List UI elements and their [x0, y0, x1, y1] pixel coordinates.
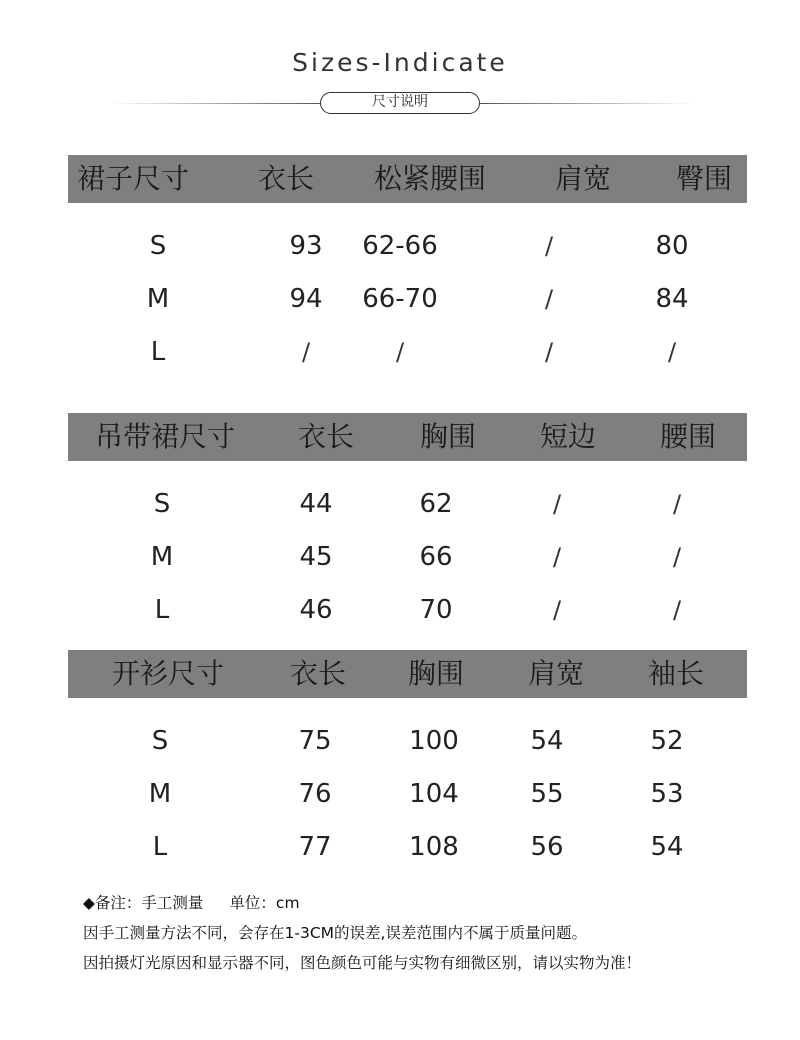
table-cell: 94: [289, 284, 323, 314]
size-label: L: [152, 832, 168, 862]
table-row: [68, 478, 747, 531]
table-row: [68, 715, 747, 768]
table-cell: /: [552, 543, 562, 571]
table-cell: 52: [650, 726, 684, 756]
table-cell: 104: [409, 779, 459, 809]
size-label: S: [149, 231, 167, 261]
column-header: 衣长: [257, 162, 315, 195]
note-error-line: 因手工测量方法不同，会存在1-3CM的误差,误差范围内不属于质量问题。: [83, 924, 587, 942]
column-header: 腰围: [659, 420, 717, 453]
note-remark-line: [83, 888, 763, 918]
table-cell: 80: [655, 231, 689, 261]
table-cell: 66-70: [362, 284, 438, 314]
size-label: S: [153, 489, 171, 519]
note-color-line: 因拍摄灯光原因和显示器不同，图色颜色可能与实物有细微区别，请以实物为准！: [83, 954, 642, 972]
table-row: [68, 821, 747, 874]
column-header: 袖长: [647, 657, 705, 690]
table-cell: /: [544, 338, 554, 366]
column-header: 短边: [539, 420, 597, 453]
table-header: [68, 650, 747, 698]
size-label: L: [150, 337, 166, 367]
table-cell: 56: [530, 832, 564, 862]
column-header: 肩宽: [527, 657, 585, 690]
column-header: 开衫尺寸: [111, 657, 225, 690]
notes-section: [83, 888, 763, 978]
table-cell: /: [552, 596, 562, 624]
column-header: 裙子尺寸: [76, 162, 190, 195]
table-cell: /: [544, 285, 554, 313]
table-row: [68, 584, 747, 637]
note-unit-label: 单位：cm: [229, 894, 300, 912]
table-cell: 77: [298, 832, 332, 862]
table-row: [68, 531, 747, 584]
column-header: 衣长: [297, 420, 355, 453]
table-cell: 66: [419, 542, 453, 572]
size-label: S: [151, 726, 169, 756]
table-cell: /: [672, 490, 682, 518]
table-header: [68, 155, 747, 203]
column-header: 衣长: [289, 657, 347, 690]
table-cell: 45: [299, 542, 333, 572]
table-cell: 44: [299, 489, 333, 519]
size-label: M: [146, 284, 170, 314]
table-cell: 62: [419, 489, 453, 519]
table-cell: 100: [409, 726, 459, 756]
subtitle-badge: 尺寸说明: [320, 92, 480, 114]
table-cell: 54: [650, 832, 684, 862]
size-label: M: [148, 779, 172, 809]
size-table-2: [68, 413, 747, 637]
table-cell: 108: [409, 832, 459, 862]
table-cell: 75: [298, 726, 332, 756]
title-divider-right: [480, 103, 695, 104]
table-cell: 70: [419, 595, 453, 625]
note-remark-label: ◆备注：手工测量: [83, 894, 204, 912]
table-cell: 53: [650, 779, 684, 809]
table-cell: /: [544, 232, 554, 260]
column-header: 胸围: [419, 420, 477, 453]
table-cell: 93: [289, 231, 323, 261]
table-row: [68, 326, 747, 379]
table-cell: 54: [530, 726, 564, 756]
table-row: [68, 768, 747, 821]
size-table-3: [68, 650, 747, 874]
column-header: 臀围: [675, 162, 733, 195]
column-header: 胸围: [407, 657, 465, 690]
table-cell: 62-66: [362, 231, 438, 261]
table-cell: /: [672, 596, 682, 624]
size-label: M: [150, 542, 174, 572]
column-header: 吊带裙尺寸: [94, 420, 236, 453]
table-cell: 55: [530, 779, 564, 809]
page-title: Sizes-Indicate: [292, 48, 508, 77]
table-header: [68, 413, 747, 461]
title-divider-left: [108, 103, 323, 104]
table-cell: /: [552, 490, 562, 518]
table-cell: 46: [299, 595, 333, 625]
table-row: [68, 220, 747, 273]
column-header: 松紧腰围: [373, 162, 487, 195]
size-table-1: [68, 155, 747, 379]
table-cell: /: [301, 338, 311, 366]
table-cell: /: [672, 543, 682, 571]
table-cell: /: [395, 338, 405, 366]
size-label: L: [154, 595, 170, 625]
column-header: 肩宽: [554, 162, 612, 195]
table-cell: 84: [655, 284, 689, 314]
table-cell: 76: [298, 779, 332, 809]
table-cell: /: [667, 338, 677, 366]
table-row: [68, 273, 747, 326]
